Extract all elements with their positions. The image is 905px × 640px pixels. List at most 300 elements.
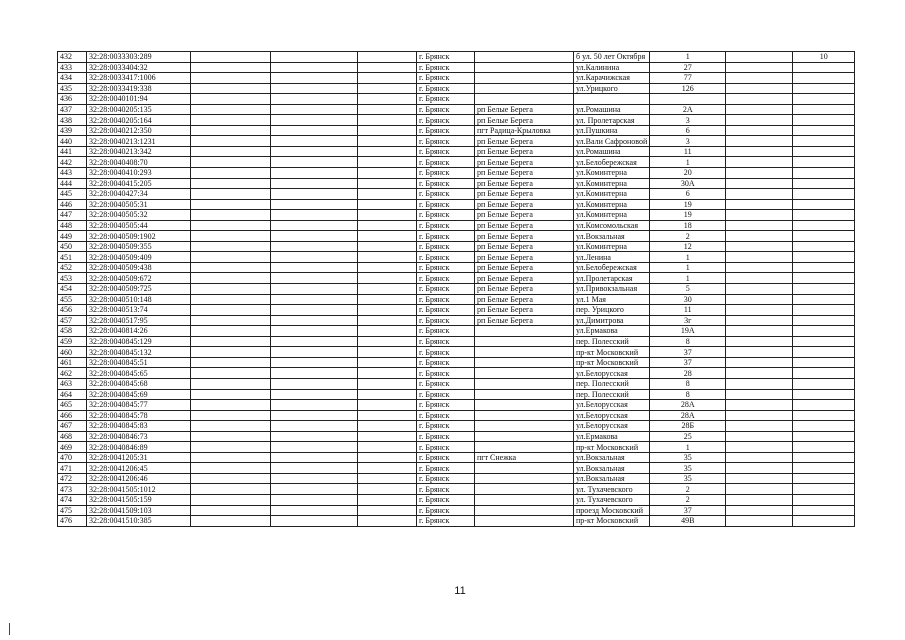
cadastral-number-cell: 32:28:0040845:65 (87, 368, 191, 379)
empty-cell (271, 136, 358, 147)
cadastral-number-cell: 32:28:0040212:350 (87, 125, 191, 136)
city-cell: г. Брянск (417, 94, 475, 105)
row-number-cell: 451 (58, 252, 87, 263)
house-number-cell: 18 (650, 220, 726, 231)
empty-cell (358, 357, 417, 368)
row-number-cell: 456 (58, 305, 87, 316)
empty-cell (358, 136, 417, 147)
city-cell: г. Брянск (417, 421, 475, 432)
cadastral-number-cell: 32:28:0040213:342 (87, 146, 191, 157)
house-number-cell: 1 (650, 52, 726, 63)
house-number-cell: 126 (650, 83, 726, 94)
city-cell: г. Брянск (417, 410, 475, 421)
empty-cell (271, 73, 358, 84)
settlement-cell: рп Белые Берега (475, 262, 574, 273)
extra-value-cell (793, 336, 855, 347)
street-cell: ул.Вокзальная (574, 463, 650, 474)
table-row (58, 294, 855, 305)
house-number-cell: 25 (650, 431, 726, 442)
house-number-cell: 6 (650, 189, 726, 200)
row-number-cell: 440 (58, 136, 87, 147)
table-row (58, 494, 855, 505)
extra-value-cell (793, 231, 855, 242)
table-row (58, 146, 855, 157)
street-cell: ул.Коминтерна (574, 199, 650, 210)
street-cell: ул.Коминтерна (574, 178, 650, 189)
city-cell: г. Брянск (417, 431, 475, 442)
house-number-cell: 19 (650, 210, 726, 221)
extra-value-cell (793, 189, 855, 200)
empty-cell (726, 83, 793, 94)
row-number-cell: 435 (58, 83, 87, 94)
empty-cell (358, 315, 417, 326)
empty-cell (358, 210, 417, 221)
cadastral-table-sheet (57, 51, 855, 527)
city-cell: г. Брянск (417, 262, 475, 273)
extra-value-cell (793, 305, 855, 316)
empty-cell (191, 189, 271, 200)
city-cell: г. Брянск (417, 294, 475, 305)
city-cell: г. Брянск (417, 336, 475, 347)
table-row (58, 178, 855, 189)
table-row (58, 136, 855, 147)
empty-cell (271, 400, 358, 411)
settlement-cell (475, 368, 574, 379)
house-number-cell: 8 (650, 378, 726, 389)
empty-cell (726, 231, 793, 242)
city-cell: г. Брянск (417, 463, 475, 474)
house-number-cell: 37 (650, 357, 726, 368)
empty-cell (191, 73, 271, 84)
city-cell: г. Брянск (417, 83, 475, 94)
empty-cell (271, 146, 358, 157)
city-cell: г. Брянск (417, 452, 475, 463)
settlement-cell: рп Белые Берега (475, 220, 574, 231)
settlement-cell (475, 421, 574, 432)
cadastral-number-cell: 32:28:0040513:74 (87, 305, 191, 316)
empty-cell (726, 104, 793, 115)
street-cell: ул.Ромашина (574, 146, 650, 157)
house-number-cell: 8 (650, 336, 726, 347)
empty-cell (271, 104, 358, 115)
street-cell: проезд Московский (574, 505, 650, 516)
row-number-cell: 462 (58, 368, 87, 379)
row-number-cell: 463 (58, 378, 87, 389)
settlement-cell: рп Белые Берега (475, 115, 574, 126)
cadastral-number-cell: 32:28:0041206:46 (87, 473, 191, 484)
empty-cell (358, 347, 417, 358)
empty-cell (358, 104, 417, 115)
table-row (58, 273, 855, 284)
cadastral-number-cell: 32:28:0040845:68 (87, 378, 191, 389)
empty-cell (358, 336, 417, 347)
row-number-cell: 464 (58, 389, 87, 400)
cadastral-number-cell: 32:28:0040408:70 (87, 157, 191, 168)
city-cell: г. Брянск (417, 400, 475, 411)
settlement-cell (475, 484, 574, 495)
empty-cell (726, 305, 793, 316)
cadastral-number-cell: 32:28:0040510:148 (87, 294, 191, 305)
street-cell: ул.Ленина (574, 252, 650, 263)
house-number-cell: 19 (650, 199, 726, 210)
extra-value-cell (793, 73, 855, 84)
empty-cell (271, 494, 358, 505)
table-body (58, 52, 855, 527)
row-number-cell: 468 (58, 431, 87, 442)
extra-value-cell (793, 452, 855, 463)
empty-cell (191, 400, 271, 411)
cadastral-number-cell: 32:28:0040505:31 (87, 199, 191, 210)
table-row (58, 220, 855, 231)
row-number-cell: 450 (58, 241, 87, 252)
empty-cell (358, 115, 417, 126)
house-number-cell: 30 (650, 294, 726, 305)
empty-cell (191, 220, 271, 231)
empty-cell (358, 52, 417, 63)
empty-cell (191, 463, 271, 474)
row-number-cell: 473 (58, 484, 87, 495)
extra-value-cell (793, 284, 855, 295)
empty-cell (358, 168, 417, 179)
empty-cell (726, 199, 793, 210)
street-cell: ул.Коминтерна (574, 168, 650, 179)
house-number-cell: 30А (650, 178, 726, 189)
settlement-cell (475, 326, 574, 337)
extra-value-cell (793, 199, 855, 210)
empty-cell (271, 421, 358, 432)
empty-cell (726, 52, 793, 63)
house-number-cell: 2 (650, 494, 726, 505)
empty-cell (271, 473, 358, 484)
empty-cell (191, 52, 271, 63)
row-number-cell: 443 (58, 168, 87, 179)
cadastral-number-cell: 32:28:0040845:69 (87, 389, 191, 400)
empty-cell (726, 368, 793, 379)
house-number-cell: 8 (650, 389, 726, 400)
empty-cell (358, 125, 417, 136)
empty-cell (726, 378, 793, 389)
city-cell: г. Брянск (417, 146, 475, 157)
extra-value-cell (793, 157, 855, 168)
empty-cell (358, 294, 417, 305)
row-number-cell: 459 (58, 336, 87, 347)
cadastral-number-cell: 32:28:0040814:26 (87, 326, 191, 337)
house-number-cell: 28Б (650, 421, 726, 432)
empty-cell (271, 125, 358, 136)
cadastral-number-cell: 32:28:0040101:94 (87, 94, 191, 105)
row-number-cell: 466 (58, 410, 87, 421)
settlement-cell (475, 378, 574, 389)
city-cell: г. Брянск (417, 284, 475, 295)
house-number-cell: 3 (650, 115, 726, 126)
empty-cell (358, 189, 417, 200)
empty-cell (726, 241, 793, 252)
extra-value-cell (793, 273, 855, 284)
settlement-cell: рп Белые Берега (475, 294, 574, 305)
settlement-cell (475, 431, 574, 442)
empty-cell (271, 410, 358, 421)
cadastral-number-cell: 32:28:0040509:355 (87, 241, 191, 252)
table-row (58, 52, 855, 63)
settlement-cell (475, 336, 574, 347)
empty-cell (726, 210, 793, 221)
empty-cell (271, 115, 358, 126)
settlement-cell (475, 473, 574, 484)
empty-cell (358, 305, 417, 316)
empty-cell (191, 294, 271, 305)
settlement-cell (475, 357, 574, 368)
cadastral-number-cell: 32:28:0033417:1006 (87, 73, 191, 84)
empty-cell (191, 178, 271, 189)
settlement-cell: рп Белые Берега (475, 189, 574, 200)
empty-cell (191, 421, 271, 432)
street-cell: пр-кт Московский (574, 347, 650, 358)
empty-cell (358, 220, 417, 231)
extra-value-cell (793, 115, 855, 126)
table-row (58, 157, 855, 168)
row-number-cell: 470 (58, 452, 87, 463)
empty-cell (726, 505, 793, 516)
empty-cell (271, 315, 358, 326)
house-number-cell: 28 (650, 368, 726, 379)
row-number-cell: 453 (58, 273, 87, 284)
empty-cell (358, 516, 417, 527)
table-row (58, 463, 855, 474)
cadastral-number-cell: 32:28:0041206:45 (87, 463, 191, 474)
city-cell: г. Брянск (417, 62, 475, 73)
street-cell: ул.Коминтерна (574, 210, 650, 221)
empty-cell (726, 431, 793, 442)
empty-cell (726, 252, 793, 263)
empty-cell (271, 273, 358, 284)
city-cell: г. Брянск (417, 315, 475, 326)
empty-cell (726, 463, 793, 474)
house-number-cell: 20 (650, 168, 726, 179)
settlement-cell: рп Белые Берега (475, 157, 574, 168)
cadastral-number-cell: 32:28:0040845:78 (87, 410, 191, 421)
cadastral-number-cell: 32:28:0040509:725 (87, 284, 191, 295)
empty-cell (726, 136, 793, 147)
cadastral-number-cell: 32:28:0033419:338 (87, 83, 191, 94)
cadastral-table (57, 51, 855, 527)
city-cell: г. Брянск (417, 115, 475, 126)
page-number: 11 (454, 585, 466, 597)
extra-value-cell (793, 104, 855, 115)
street-cell: ул.Пролетарская (574, 273, 650, 284)
empty-cell (271, 83, 358, 94)
street-cell: ул.Пушкина (574, 125, 650, 136)
extra-value-cell (793, 431, 855, 442)
cadastral-number-cell: 32:28:0040845:83 (87, 421, 191, 432)
empty-cell (271, 199, 358, 210)
cadastral-number-cell: 32:28:0040410:293 (87, 168, 191, 179)
empty-cell (358, 473, 417, 484)
empty-cell (271, 231, 358, 242)
cadastral-number-cell: 32:28:0033303:289 (87, 52, 191, 63)
empty-cell (358, 326, 417, 337)
city-cell: г. Брянск (417, 357, 475, 368)
empty-cell (271, 389, 358, 400)
empty-cell (358, 505, 417, 516)
empty-cell (726, 494, 793, 505)
empty-cell (191, 431, 271, 442)
cadastral-number-cell: 32:28:0041505:1012 (87, 484, 191, 495)
empty-cell (726, 94, 793, 105)
row-number-cell: 446 (58, 199, 87, 210)
empty-cell (191, 305, 271, 316)
empty-cell (358, 262, 417, 273)
cadastral-number-cell: 32:28:0040845:77 (87, 400, 191, 411)
street-cell: ул.Вокзальная (574, 231, 650, 242)
row-number-cell: 476 (58, 516, 87, 527)
row-number-cell: 461 (58, 357, 87, 368)
settlement-cell: пгт Радица-Крыловка (475, 125, 574, 136)
city-cell: г. Брянск (417, 252, 475, 263)
row-number-cell: 471 (58, 463, 87, 474)
empty-cell (191, 442, 271, 453)
empty-cell (271, 326, 358, 337)
street-cell: ул.Комсомольская (574, 220, 650, 231)
street-cell: ул.Привокзальная (574, 284, 650, 295)
settlement-cell (475, 410, 574, 421)
city-cell: г. Брянск (417, 473, 475, 484)
table-row (58, 378, 855, 389)
settlement-cell (475, 505, 574, 516)
empty-cell (358, 378, 417, 389)
row-number-cell: 452 (58, 262, 87, 273)
empty-cell (726, 452, 793, 463)
house-number-cell: 35 (650, 452, 726, 463)
empty-cell (271, 94, 358, 105)
row-number-cell: 438 (58, 115, 87, 126)
city-cell: г. Брянск (417, 505, 475, 516)
row-number-cell: 457 (58, 315, 87, 326)
street-cell: ул.Коминтерна (574, 241, 650, 252)
settlement-cell: рп Белые Берега (475, 231, 574, 242)
table-row (58, 431, 855, 442)
empty-cell (358, 231, 417, 242)
empty-cell (191, 336, 271, 347)
empty-cell (271, 463, 358, 474)
house-number-cell: 35 (650, 463, 726, 474)
row-number-cell: 448 (58, 220, 87, 231)
house-number-cell: 2 (650, 231, 726, 242)
house-number-cell: 11 (650, 146, 726, 157)
extra-value-cell (793, 294, 855, 305)
street-cell: ул.Вали Сафроновой (574, 136, 650, 147)
empty-cell (726, 400, 793, 411)
cadastral-number-cell: 32:28:0040509:1902 (87, 231, 191, 242)
empty-cell (271, 241, 358, 252)
settlement-cell (475, 516, 574, 527)
city-cell: г. Брянск (417, 378, 475, 389)
settlement-cell: пгт Снежка (475, 452, 574, 463)
empty-cell (726, 146, 793, 157)
empty-cell (271, 378, 358, 389)
empty-cell (271, 442, 358, 453)
empty-cell (191, 94, 271, 105)
empty-cell (191, 62, 271, 73)
house-number-cell: 27 (650, 62, 726, 73)
empty-cell (191, 241, 271, 252)
street-cell: ул.Карачижская (574, 73, 650, 84)
street-cell: ул.Белорусская (574, 368, 650, 379)
empty-cell (191, 273, 271, 284)
table-row (58, 516, 855, 527)
settlement-cell (475, 442, 574, 453)
empty-cell (271, 210, 358, 221)
empty-cell (726, 62, 793, 73)
extra-value-cell (793, 400, 855, 411)
cadastral-number-cell: 32:28:0040505:44 (87, 220, 191, 231)
city-cell: г. Брянск (417, 157, 475, 168)
street-cell: ул.Ермакова (574, 326, 650, 337)
cadastral-number-cell: 32:28:0040205:164 (87, 115, 191, 126)
city-cell: г. Брянск (417, 125, 475, 136)
cadastral-number-cell: 32:28:0041509:103 (87, 505, 191, 516)
house-number-cell: 1 (650, 157, 726, 168)
extra-value-cell (793, 62, 855, 73)
street-cell: ул.Ромашина (574, 104, 650, 115)
empty-cell (358, 484, 417, 495)
empty-cell (191, 347, 271, 358)
row-number-cell: 439 (58, 125, 87, 136)
street-cell: пер. Полесский (574, 378, 650, 389)
extra-value-cell (793, 252, 855, 263)
house-number-cell: 1 (650, 442, 726, 453)
empty-cell (191, 516, 271, 527)
house-number-cell: 5 (650, 284, 726, 295)
house-number-cell: 37 (650, 505, 726, 516)
extra-value-cell (793, 146, 855, 157)
empty-cell (191, 494, 271, 505)
street-cell: пер. Полесский (574, 336, 650, 347)
empty-cell (358, 252, 417, 263)
extra-value-cell (793, 505, 855, 516)
empty-cell (726, 294, 793, 305)
empty-cell (191, 125, 271, 136)
empty-cell (191, 326, 271, 337)
empty-cell (191, 452, 271, 463)
row-number-cell: 449 (58, 231, 87, 242)
empty-cell (191, 157, 271, 168)
settlement-cell: рп Белые Берега (475, 284, 574, 295)
extra-value-cell (793, 83, 855, 94)
table-row (58, 368, 855, 379)
empty-cell (726, 357, 793, 368)
empty-cell (191, 410, 271, 421)
street-cell (574, 94, 650, 105)
empty-cell (271, 52, 358, 63)
empty-cell (726, 516, 793, 527)
row-number-cell: 436 (58, 94, 87, 105)
empty-cell (726, 273, 793, 284)
table-row (58, 400, 855, 411)
table-row (58, 241, 855, 252)
settlement-cell (475, 463, 574, 474)
house-number-cell: 12 (650, 241, 726, 252)
table-row (58, 262, 855, 273)
city-cell: г. Брянск (417, 516, 475, 527)
settlement-cell (475, 52, 574, 63)
empty-cell (358, 94, 417, 105)
empty-cell (358, 389, 417, 400)
empty-cell (726, 336, 793, 347)
row-number-cell: 465 (58, 400, 87, 411)
house-number-cell: 3г (650, 315, 726, 326)
empty-cell (726, 168, 793, 179)
row-number-cell: 474 (58, 494, 87, 505)
